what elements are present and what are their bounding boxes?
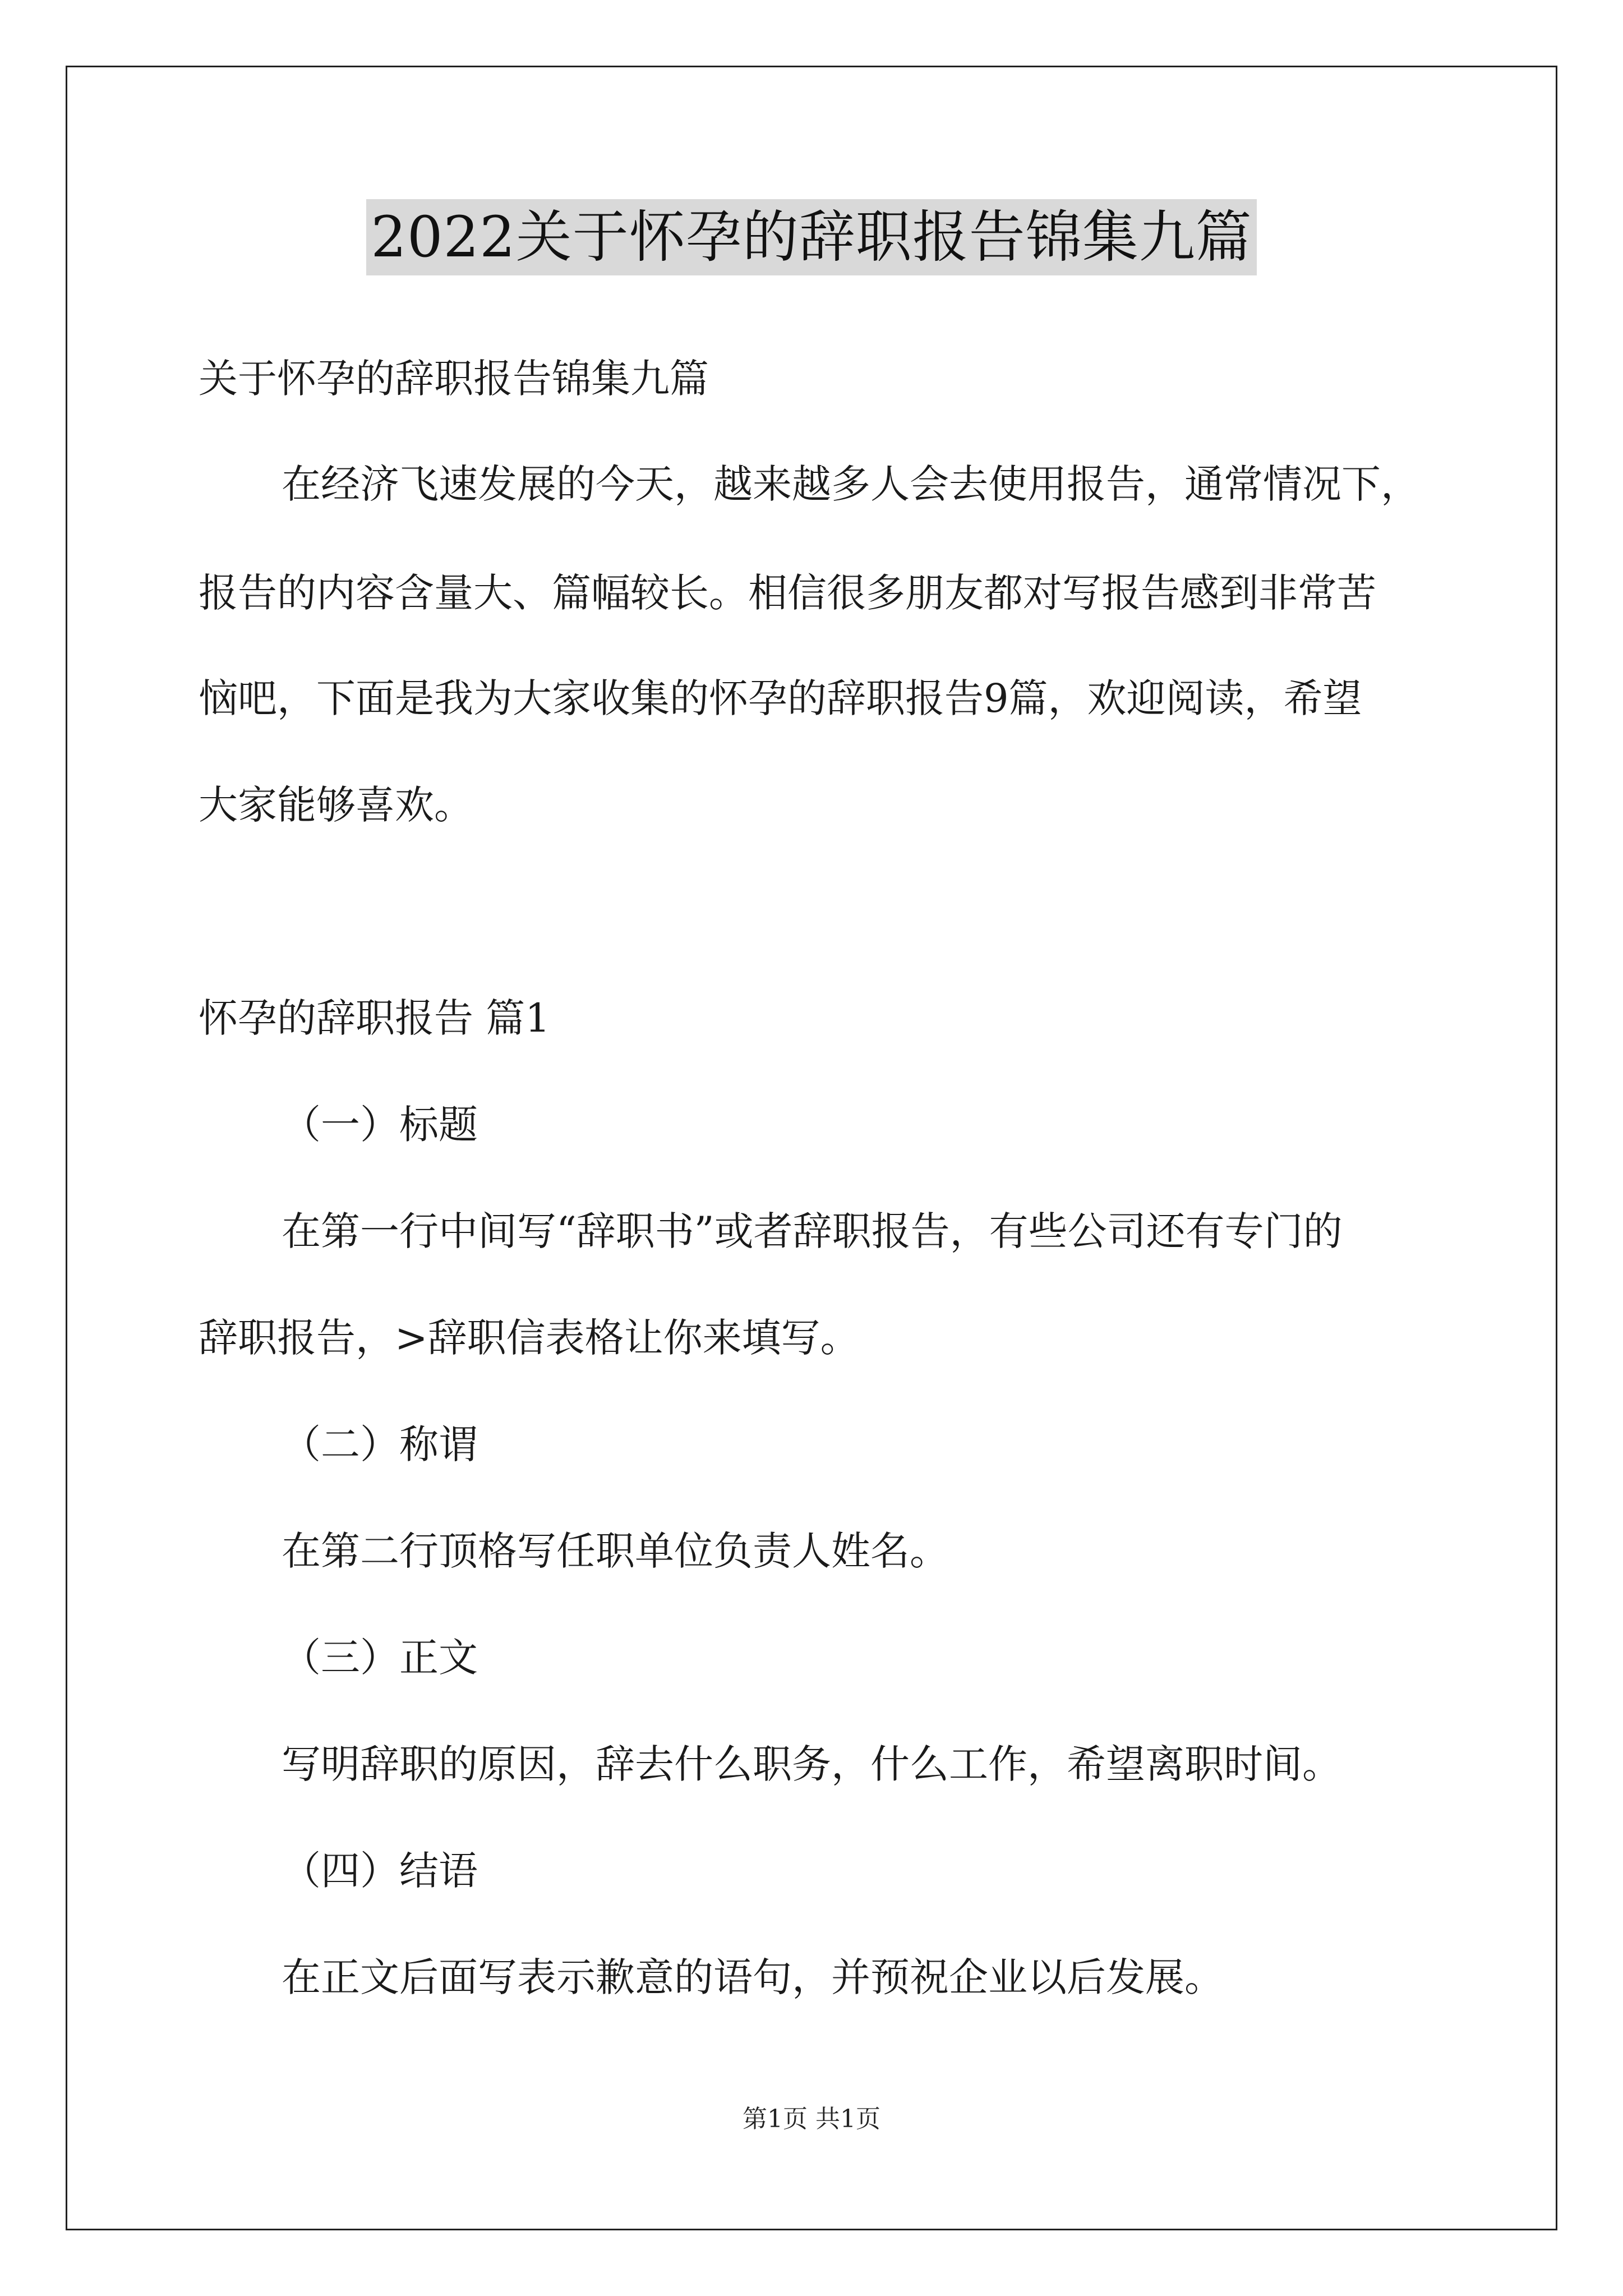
document-title: 2022关于怀孕的辞职报告锦集九篇 (366, 199, 1257, 275)
item-text-line: 写明辞职的原因，辞去什么职务，什么工作，希望离职时间。 (282, 1741, 1341, 1787)
item-heading-body: （三）正文 (282, 1635, 478, 1681)
intro-line-3: 恼吧，下面是我为大家收集的怀孕的辞职报告9篇，欢迎阅读，希望 (199, 675, 1362, 721)
intro-line-2: 报告的内容含量大、篇幅较长。相信很多朋友都对写报告感到非常苦 (199, 570, 1376, 616)
title-container (0, 199, 1623, 275)
item-heading-salutation: （二）称谓 (282, 1421, 478, 1467)
item-heading-title: （一）标题 (282, 1102, 478, 1148)
item-heading-closing: （四）结语 (282, 1848, 478, 1894)
page-footer: 第1页 共1页 (743, 2105, 880, 2133)
item-text-line: 在正文后面写表示歉意的语句，并预祝企业以后发展。 (282, 1954, 1224, 2000)
item-text-line: 辞职报告，>辞职信表格让你来填写。 (199, 1315, 860, 1361)
item-text-line: 在第一行中间写“辞职书”或者辞职报告，有些公司还有专门的 (282, 1208, 1343, 1254)
document-subtitle: 关于怀孕的辞职报告锦集九篇 (199, 356, 709, 402)
intro-line-4: 大家能够喜欢。 (199, 782, 473, 828)
section-heading: 怀孕的辞职报告 篇1 (199, 995, 550, 1041)
intro-line-1: 在经济飞速发展的今天，越来越多人会去使用报告，通常情况下， (282, 461, 1420, 507)
item-text-line: 在第二行顶格写任职单位负责人姓名。 (282, 1528, 949, 1574)
